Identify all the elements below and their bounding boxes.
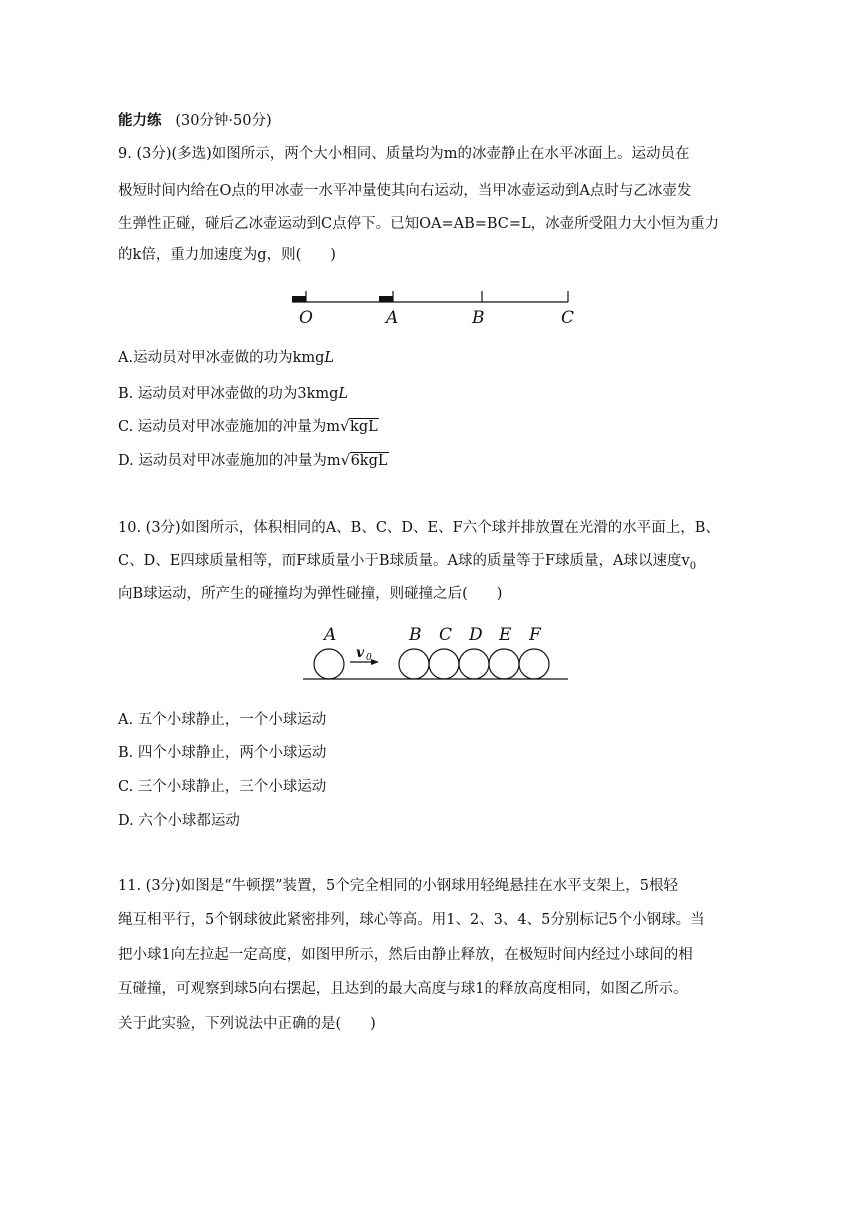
q10-option-c: C. 三个小球静止，三个小球运动 <box>118 779 327 795</box>
label-ball-d: D <box>469 625 483 645</box>
q11-line-2: 绳互相平行，5个钢球彼此紧密排列，球心等高。用1、2、3、4、5分别标记5个小钢球。当 <box>118 912 705 928</box>
q10-figure <box>300 622 572 684</box>
label-c: C <box>561 308 575 328</box>
q10-line-1: 10. (3分)如图所示，体积相同的A、B、C、D、E、F六个球并排放置在光滑的水平面上，B、 <box>118 520 720 536</box>
label-ball-a: A <box>324 625 337 645</box>
q11-line-5: 关于此实验，下列说法中正确的是( ) <box>118 1016 376 1032</box>
q9-option-c: C. 运动员对甲冰壶施加的冲量为m √ kgL <box>118 417 378 435</box>
q11-line-4: 互碰撞，可观察到球5向右摆起，且达到的最大高度与球1的释放高度相同，如图乙所示。 <box>118 981 688 997</box>
ball-f <box>519 649 549 679</box>
sqrt-kgl: √ kgL <box>340 417 378 435</box>
q10-option-b: B. 四个小球静止，两个小球运动 <box>118 745 327 761</box>
ball-d <box>459 649 489 679</box>
q11-line-1: 11. (3分)如图是“牛顿摆”装置，5个完全相同的小钢球用轻绳悬挂在水平支架上，5根轻 <box>118 878 678 894</box>
velocity-sub: 0 <box>366 653 372 663</box>
q9-figure <box>280 283 580 328</box>
q10-line-2: C、D、E四球质量相等，而F球质量小于B球质量。A球的质量等于F球质量，A球以速度$v_0$ <box>118 553 697 572</box>
label-ball-f: F <box>529 625 541 645</box>
label-a: A <box>386 308 399 328</box>
q10-option-a: A. 五个小球静止，一个小球运动 <box>118 712 327 728</box>
label-ball-b: B <box>409 625 422 645</box>
sqrt-6kgl: √ 6kgL <box>340 451 388 469</box>
q9-line-3: 生弹性正碰，碰后乙冰壶运动到C点停下。已知OA=AB=BC=L，冰壶所受阻力大小恒为重力 <box>118 216 720 232</box>
q10-line-3: 向B球运动，所产生的碰撞均为弹性碰撞，则碰撞之后( ) <box>118 586 503 602</box>
q11-line-3: 把小球1向左拉起一定高度，如图甲所示，然后由静止释放，在极短时间内经过小球间的相 <box>118 947 693 963</box>
section-title: 能力练 <box>118 113 162 129</box>
q10-option-d: D. 六个小球都运动 <box>118 813 240 829</box>
q9-option-b: B. 运动员对甲冰壶做的功为3kmgL <box>118 386 349 402</box>
velocity-arrowhead <box>371 659 379 665</box>
curling-stone-jia <box>292 296 306 302</box>
ball-c <box>429 649 459 679</box>
ball-a <box>314 649 344 679</box>
label-ball-c: C <box>439 625 453 645</box>
label-ball-e: E <box>499 625 512 645</box>
q9-line-1: 9. (3分)(多选)如图所示，两个大小相同、质量均为m的冰壶静止在水平冰面上。运动员在 <box>118 146 690 162</box>
velocity-label: v <box>356 645 365 661</box>
label-o: O <box>299 308 313 328</box>
section-meta: (30分钟·50分) <box>175 113 272 129</box>
q9-option-d: D. 运动员对甲冰壶施加的冲量为m √ 6kgL <box>118 451 388 469</box>
ball-e <box>489 649 519 679</box>
q9-option-a: A.运动员对甲冰壶做的功为kmgL <box>118 350 335 366</box>
ball-b <box>399 649 429 679</box>
q9-line-4: 的k倍，重力加速度为g，则( ) <box>118 247 336 263</box>
q9-line-2: 极短时间内给在O点的甲冰壶一水平冲量使其向右运动，当甲冰壶运动到A点时与乙冰壶发 <box>118 183 692 199</box>
section-heading <box>118 111 272 131</box>
curling-stone-yi <box>379 296 393 302</box>
label-b: B <box>472 308 485 328</box>
